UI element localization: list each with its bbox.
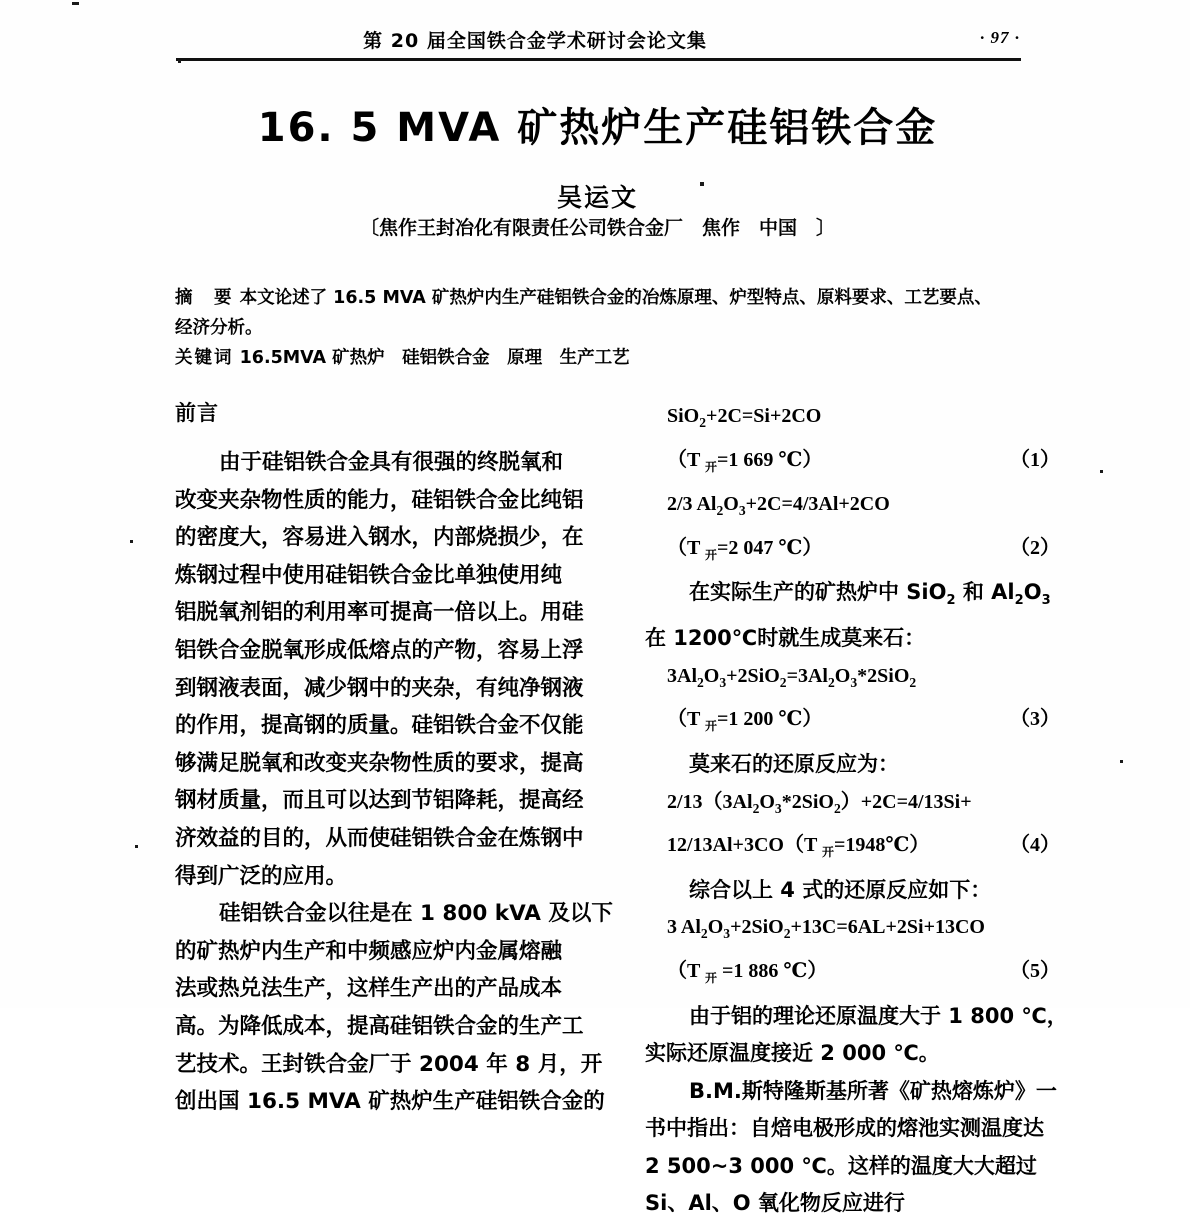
body-text-line: 铝脱氧剂铝的利用率可提高一倍以上。用硅 bbox=[175, 600, 584, 626]
body-text-line: 在 1200℃时就生成莫来石： bbox=[645, 626, 926, 651]
body-text-line: 够满足脱氧和改变夹杂物性质的要求，提高 bbox=[175, 750, 584, 776]
body-text-line: 在实际生产的矿热炉中 SiO$_2$ 和 $Al_2O_3$ bbox=[689, 580, 1051, 609]
right-paragraph-2 bbox=[645, 1073, 1060, 1223]
body-text-line: 高。为降低成本，提高硅铝铁合金的生产工 bbox=[175, 1013, 584, 1039]
equation-line: （T $_开$=1 200 ℃） （3） bbox=[645, 701, 1060, 746]
right-text-3 bbox=[645, 872, 1060, 910]
equation-number: （2） bbox=[1010, 536, 1060, 559]
body-text-line: 铝铁合金脱氧形成低熔点的产物，容易上浮 bbox=[175, 637, 584, 663]
scan-speckle bbox=[1100, 470, 1103, 473]
header-rule bbox=[176, 58, 1021, 61]
body-text-line: 得到广泛的应用。 bbox=[175, 863, 348, 889]
abstract-label: 摘 要 bbox=[175, 288, 234, 308]
scan-speckle bbox=[72, 2, 79, 5]
equation-group-4 bbox=[645, 909, 1060, 997]
author-name: 吴运文 bbox=[556, 183, 638, 212]
body-text-line: 2 500~3 000 ℃。这样的温度大大超过 bbox=[645, 1153, 1037, 1178]
scan-speckle bbox=[1120, 760, 1123, 763]
right-paragraph-1 bbox=[645, 998, 1068, 1073]
equation-number: （3） bbox=[1010, 708, 1060, 731]
body-text-line: B.M.斯特隆斯基所著《矿热熔炼炉》一 bbox=[689, 1078, 1057, 1103]
body-text-line: 的作用，提高钢的质量。硅铝铁合金不仅能 bbox=[175, 713, 584, 739]
abstract-line-2: 经济分析。 bbox=[175, 318, 263, 338]
body-text-line: 济效益的目的，从而使硅铝铁合金在炼钢中 bbox=[175, 825, 584, 851]
body-text-line: 书中指出：自焙电极形成的熔池实测温度达 bbox=[645, 1116, 1044, 1141]
body-text-line: 的密度大，容易进入钢水，内部烧损少，在 bbox=[175, 525, 584, 551]
equation-group-1 bbox=[645, 398, 1060, 574]
running-head-title: 第 20 届全国铁合金学术研讨会论文集 bbox=[363, 30, 707, 52]
page-number: · 97 · bbox=[980, 28, 1020, 47]
body-text-line: 由于硅铝铁合金具有很强的终脱氧和 bbox=[219, 450, 564, 475]
equation-group-3 bbox=[645, 784, 1060, 872]
equation-number: （1） bbox=[1010, 448, 1060, 471]
equation-line: 2/3 $Al_2O_3+2C=4/3Al+2CO$ bbox=[667, 493, 890, 519]
body-text-line: 由于铝的理论还原温度大于 1 800 ℃， bbox=[689, 1003, 1068, 1028]
left-column bbox=[175, 398, 613, 1115]
section-heading-preface: 前言 bbox=[175, 401, 219, 425]
equation-line: SiO$_2$+2C=Si+2CO bbox=[667, 405, 822, 430]
equation-line: $2/13(3Al_2O_3*2SiO_2)+2C=4/13Si+$ bbox=[667, 790, 972, 816]
body-text-line: 莫来石的还原反应为： bbox=[689, 751, 899, 776]
abstract-line-1 bbox=[175, 283, 1025, 313]
body-text-line: 实际还原温度接近 2 000 ℃。 bbox=[645, 1041, 940, 1066]
page-title: 16. 5 MVA 矿热炉生产硅铝铁合金 bbox=[257, 105, 938, 151]
body-text-line: 钢材质量，而且可以达到节铝降耗，提高经 bbox=[175, 788, 584, 814]
body-text-line: 炼钢过程中使用硅铝铁合金比单独使用纯 bbox=[175, 562, 563, 588]
equation-line: （T $_开$=2 047 ℃） （2） bbox=[645, 530, 1060, 575]
left-paragraph-1 bbox=[175, 444, 590, 895]
body-text-line: 创出国 16.5 MVA 矿热炉生产硅铝铁合金的 bbox=[175, 1089, 605, 1115]
abstract-block bbox=[175, 283, 1025, 373]
running-head bbox=[175, 26, 1020, 56]
equation-number: （5） bbox=[1010, 959, 1060, 982]
body-text-line: Si、Al、O 氧化物反应进行 bbox=[645, 1191, 905, 1216]
author-affiliation: 〔焦作王封冶化有限责任公司铁合金厂 焦作 中国 〕 bbox=[359, 217, 835, 239]
scan-speckle bbox=[135, 845, 138, 848]
keywords-label: 关键词 bbox=[175, 348, 234, 368]
body-text-line: 的矿热炉内生产和中频感应炉内金属熔融 bbox=[175, 938, 563, 964]
equation-line: 3 $Al_2O_3+2SiO_2+13C=6AL+2Si+13CO$ bbox=[667, 916, 985, 942]
equation-group-2 bbox=[645, 658, 1060, 746]
body-text-line: 到钢液表面，减少钢中的夹杂，有纯净钢液 bbox=[175, 675, 584, 701]
right-text-1 bbox=[645, 574, 1060, 657]
body-text-line: 法或热兑法生产，这样生产出的产品成本 bbox=[175, 976, 563, 1002]
body-text-line: 改变夹杂物性质的能力，硅铝铁合金比纯铝 bbox=[175, 487, 584, 513]
right-text-2 bbox=[645, 746, 1060, 784]
equation-line: （T $_开$=1 669 ℃） （1） bbox=[645, 442, 1060, 487]
keywords-text: 16.5MVA 矿热炉 硅铝铁合金 原理 生产工艺 bbox=[239, 348, 630, 368]
right-column bbox=[645, 398, 1068, 1216]
body-text-line: 艺技术。王封铁合金厂于 2004 年 8 月，开 bbox=[175, 1051, 603, 1077]
left-paragraph-2 bbox=[175, 895, 613, 1121]
equation-line: 12/13Al+3CO（T $_开$=1948℃） （4） bbox=[645, 827, 1060, 872]
scan-speckle bbox=[700, 182, 704, 186]
abstract-text-1: 本文论述了 16.5 MVA 矿热炉内生产硅铝铁合金的冶炼原理、炉型特点、原料要求、工艺要点、 bbox=[239, 288, 992, 308]
equation-line: $3Al_2O_3+2SiO_2=3Al_2O_3*2SiO_2$ bbox=[667, 664, 917, 690]
equation-number: （4） bbox=[1010, 834, 1060, 857]
keywords-line bbox=[175, 343, 1025, 373]
scan-speckle bbox=[178, 60, 181, 63]
equation-line: （T $_开$ =1 886 ℃） （5） bbox=[645, 953, 1060, 998]
scan-speckle bbox=[130, 540, 133, 543]
body-text-line: 综合以上 4 式的还原反应如下： bbox=[689, 877, 992, 902]
body-text-line: 硅铝铁合金以往是在 1 800 kVA 及以下 bbox=[219, 901, 613, 927]
